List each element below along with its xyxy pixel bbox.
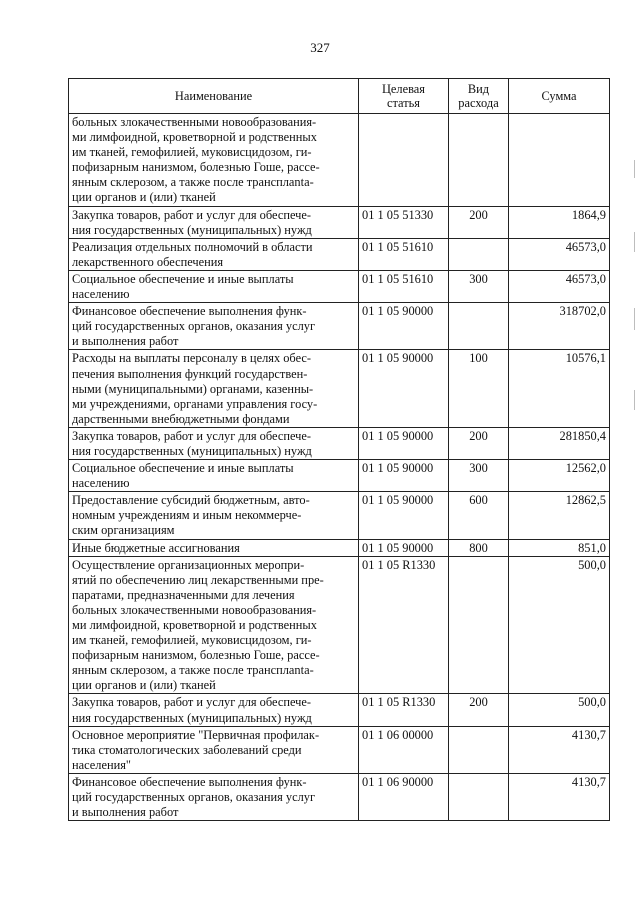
row-target-article-cell: 01 1 06 00000 xyxy=(359,726,449,773)
table-row xyxy=(69,694,610,726)
table-row xyxy=(69,350,610,427)
row-target-article-cell: 01 1 06 90000 xyxy=(359,773,449,820)
row-target-article-cell: 01 1 05 90000 xyxy=(359,492,449,539)
row-name-cell: Финансовое обеспечение выполнения функ- ций государственных органов, оказания услуг и выполнения работ xyxy=(69,773,359,820)
header-name: Наименование xyxy=(69,79,359,114)
table-row xyxy=(69,303,610,350)
header-sum: Сумма xyxy=(509,79,610,114)
table-row xyxy=(69,556,610,694)
row-sum-cell: 46573,0 xyxy=(509,238,610,270)
header-target-article: Целевая статья xyxy=(359,79,449,114)
row-sum-cell: 851,0 xyxy=(509,539,610,556)
table-header-row xyxy=(69,79,610,114)
row-target-article-cell: 01 1 05 90000 xyxy=(359,350,449,427)
row-target-article-cell: 01 1 05 51610 xyxy=(359,270,449,302)
row-sum-cell: 4130,7 xyxy=(509,726,610,773)
row-sum-cell: 4130,7 xyxy=(509,773,610,820)
row-name-cell: Закупка товаров, работ и услуг для обеспече- ния государственных (муниципальных) нужд xyxy=(69,206,359,238)
row-target-article-cell: 01 1 05 90000 xyxy=(359,303,449,350)
row-expense-type-cell: 200 xyxy=(449,206,509,238)
row-expense-type-cell: 200 xyxy=(449,694,509,726)
table-row xyxy=(69,206,610,238)
page-number: 327 xyxy=(310,40,330,55)
table-row xyxy=(69,238,610,270)
scan-margin-mark xyxy=(634,390,635,410)
row-sum-cell xyxy=(509,114,610,207)
table-body xyxy=(69,114,610,821)
scan-margin-mark xyxy=(634,232,635,252)
row-name-cell: Закупка товаров, работ и услуг для обеспече- ния государственных (муниципальных) нужд xyxy=(69,427,359,459)
row-expense-type-cell: 300 xyxy=(449,270,509,302)
row-expense-type-cell: 800 xyxy=(449,539,509,556)
table-row xyxy=(69,460,610,492)
row-expense-type-cell xyxy=(449,303,509,350)
table-row xyxy=(69,539,610,556)
scan-margin-mark xyxy=(634,160,635,178)
row-expense-type-cell: 200 xyxy=(449,427,509,459)
row-sum-cell: 318702,0 xyxy=(509,303,610,350)
row-expense-type-cell: 600 xyxy=(449,492,509,539)
row-target-article-cell: 01 1 05 R1330 xyxy=(359,556,449,694)
row-name-cell: Основное мероприятие "Первичная профилак- тика стоматологических заболеваний среди населения" xyxy=(69,726,359,773)
row-expense-type-cell xyxy=(449,238,509,270)
row-expense-type-cell: 300 xyxy=(449,460,509,492)
row-sum-cell: 12562,0 xyxy=(509,460,610,492)
row-name-cell: Предоставление субсидий бюджетным, авто- номным учреждениям и иным некоммерче- ским организациям xyxy=(69,492,359,539)
table-row xyxy=(69,492,610,539)
table-row xyxy=(69,773,610,820)
row-sum-cell: 46573,0 xyxy=(509,270,610,302)
row-expense-type-cell xyxy=(449,114,509,207)
row-sum-cell: 500,0 xyxy=(509,556,610,694)
row-expense-type-cell xyxy=(449,556,509,694)
row-name-cell: больных злокачественными новообразования- ми лимфоидной, кроветворной и родственных им тканей, гемофилией, муковисцидозом, ги- пофизарным нанизмом, болезнью Гоше, рассе- янным склерозом, а также после трансплanta- ции органов и (или) тканей xyxy=(69,114,359,207)
row-name-cell: Закупка товаров, работ и услуг для обеспече- ния государственных (муниципальных) нужд xyxy=(69,694,359,726)
row-expense-type-cell xyxy=(449,726,509,773)
row-name-cell: Финансовое обеспечение выполнения функ- ций государственных органов, оказания услуг и выполнения работ xyxy=(69,303,359,350)
row-sum-cell: 1864,9 xyxy=(509,206,610,238)
row-target-article-cell: 01 1 05 51610 xyxy=(359,238,449,270)
scan-margin-mark xyxy=(634,308,635,330)
row-sum-cell: 281850,4 xyxy=(509,427,610,459)
row-name-cell: Реализация отдельных полномочий в области лекарственного обеспечения xyxy=(69,238,359,270)
row-expense-type-cell xyxy=(449,773,509,820)
table-row xyxy=(69,427,610,459)
row-target-article-cell: 01 1 05 90000 xyxy=(359,427,449,459)
row-target-article-cell: 01 1 05 R1330 xyxy=(359,694,449,726)
table-row xyxy=(69,726,610,773)
row-target-article-cell: 01 1 05 51330 xyxy=(359,206,449,238)
row-sum-cell: 10576,1 xyxy=(509,350,610,427)
row-name-cell: Иные бюджетные ассигнования xyxy=(69,539,359,556)
table-row xyxy=(69,114,610,207)
table-row xyxy=(69,270,610,302)
row-target-article-cell: 01 1 05 90000 xyxy=(359,460,449,492)
row-name-cell: Осуществление организационных меропри- ятий по обеспечению лиц лекарственными пре- паратами, предназначенными для лечения больных злокачественными новообразования- ми лимфоидной, кроветворной и родственных им тканей, гемофилией, муковисцидозом, ги- пофизарным нанизмом, болезнью Гоше, рассе- янным склерозом, а также после трансплanta- ции органов и (или) тканей xyxy=(69,556,359,694)
row-name-cell: Социальное обеспечение и иные выплаты населению xyxy=(69,460,359,492)
budget-table xyxy=(68,78,610,821)
row-name-cell: Социальное обеспечение и иные выплаты населению xyxy=(69,270,359,302)
row-expense-type-cell: 100 xyxy=(449,350,509,427)
row-target-article-cell xyxy=(359,114,449,207)
row-name-cell: Расходы на выплаты персоналу в целях обес- печения выполнения функций государствен- ными (муниципальными) органами, казенны- ми учреждениями, органами управления госу- дарственными внебюджетными фондами xyxy=(69,350,359,427)
header-expense-type: Вид расхода xyxy=(449,79,509,114)
row-sum-cell: 500,0 xyxy=(509,694,610,726)
row-target-article-cell: 01 1 05 90000 xyxy=(359,539,449,556)
row-sum-cell: 12862,5 xyxy=(509,492,610,539)
